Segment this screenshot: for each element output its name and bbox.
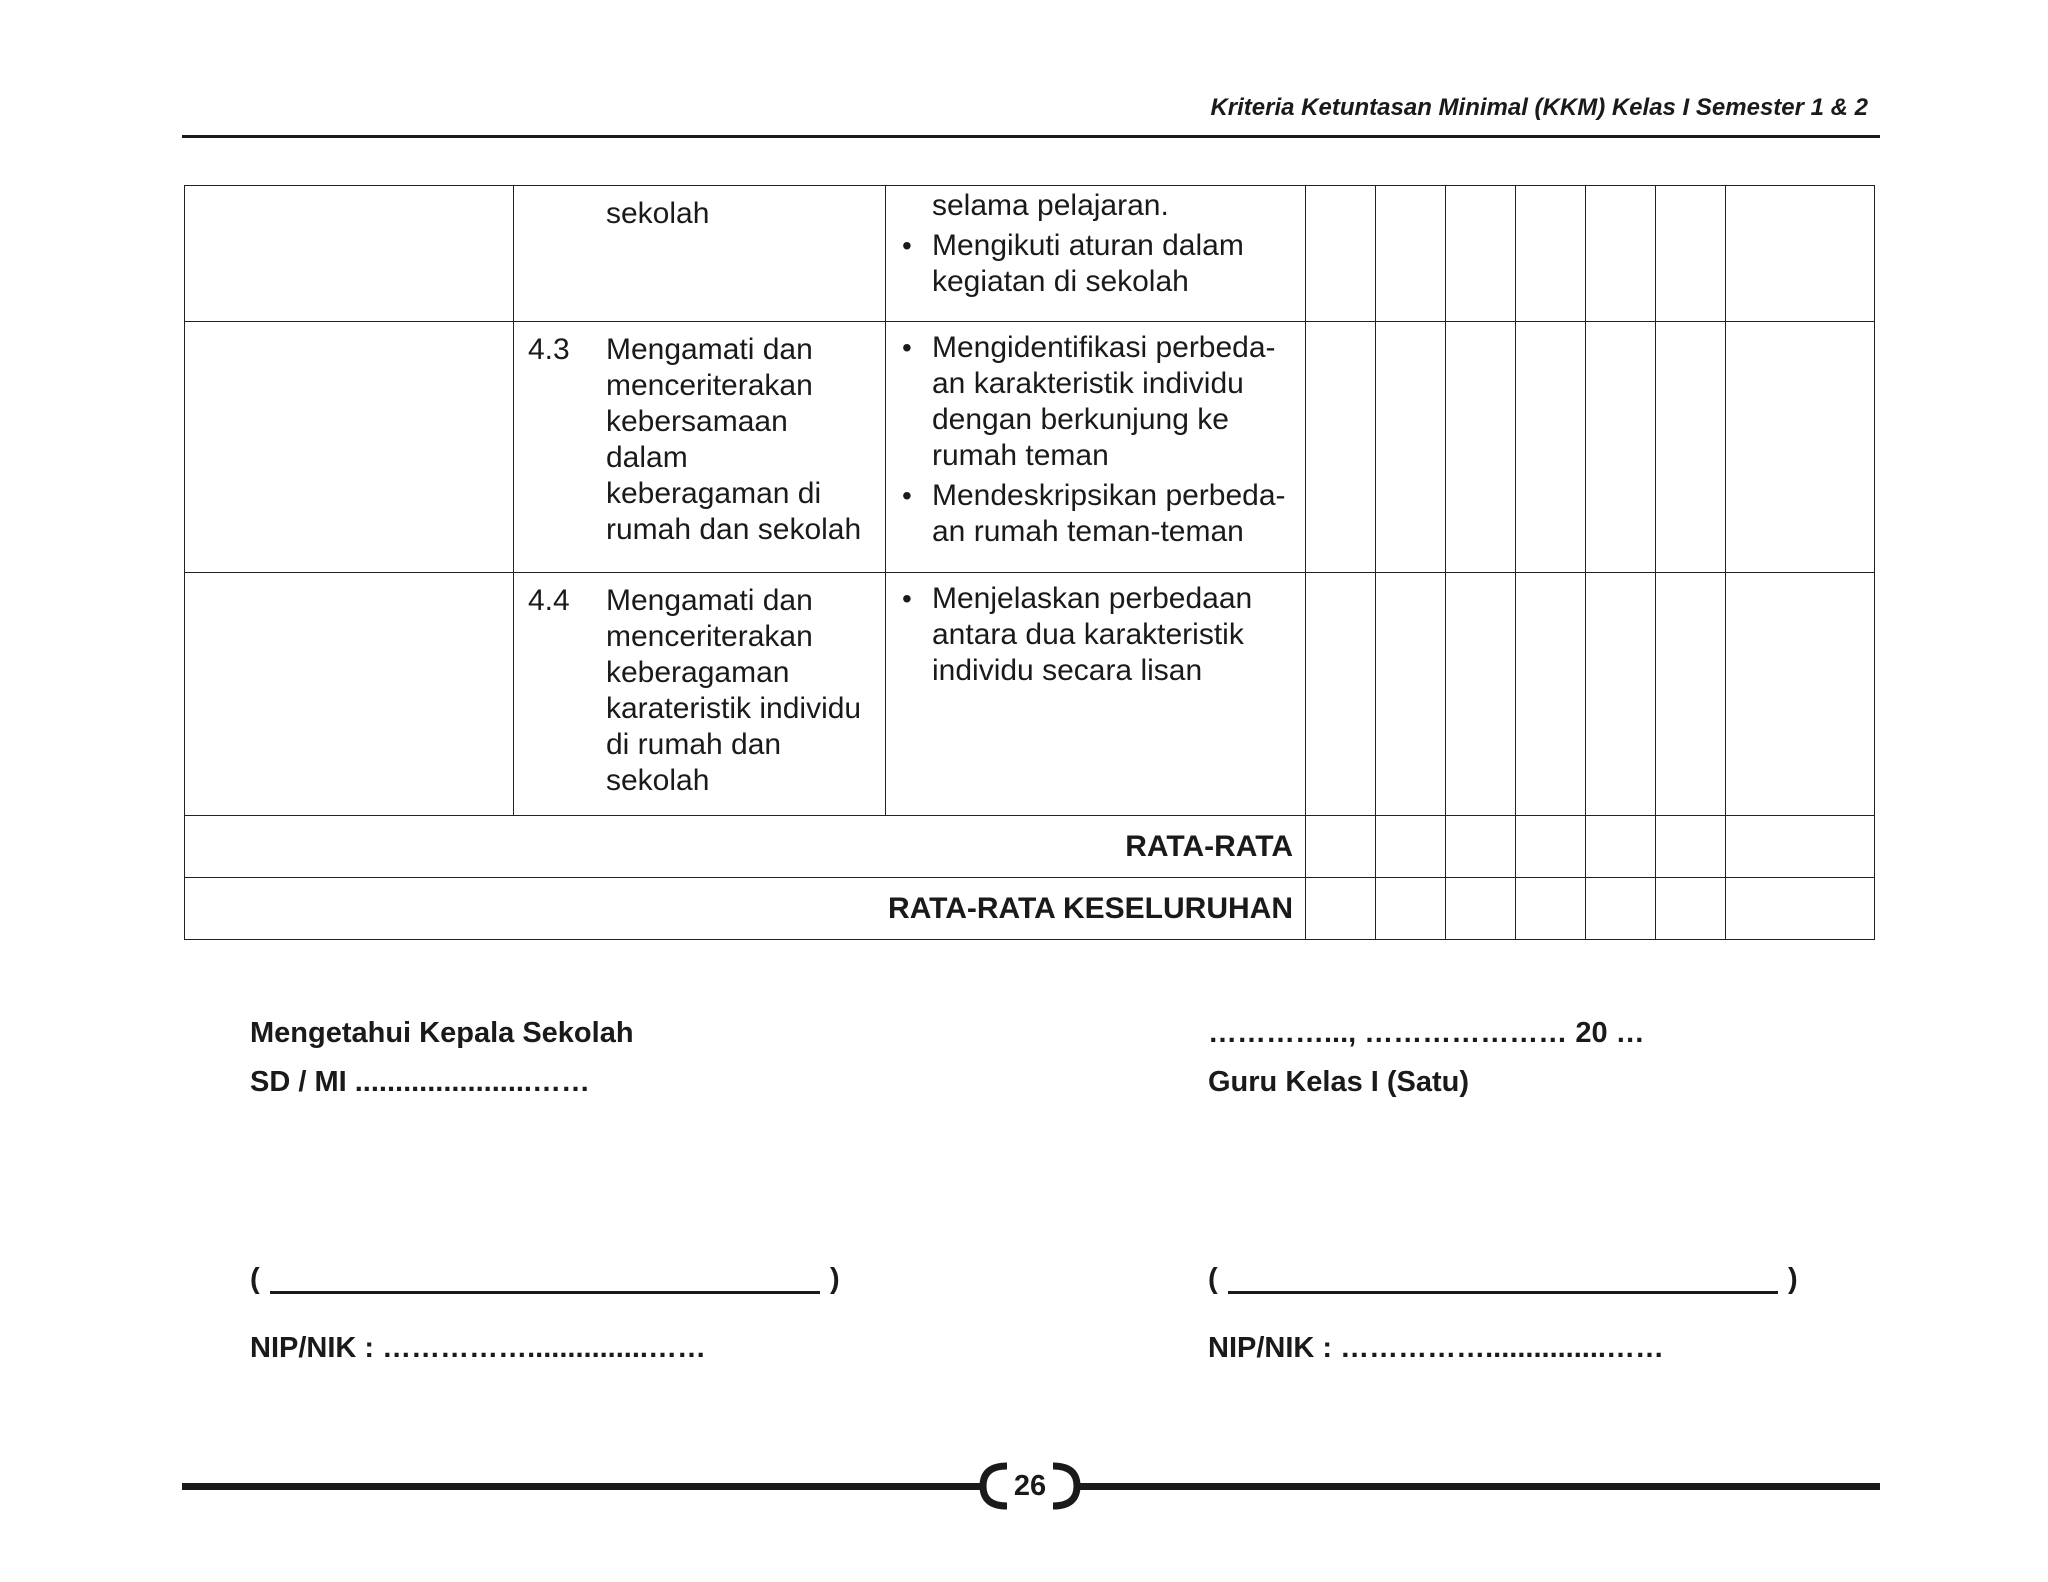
kd-group-cell (185, 186, 514, 322)
score-cell (1376, 573, 1446, 816)
indicator-item: selama pelajaran. (932, 189, 1169, 222)
score-cell (1586, 186, 1656, 322)
kd-text: Mengamati dan menceriterakan kebersamaan dalam keberagaman di rumah dan sekolah (606, 333, 862, 546)
school-name-field: SD / MI ......................…… (250, 1066, 590, 1098)
score-cell (1726, 322, 1875, 573)
principal-acknowledgement: Mengetahui Kepala Sekolah (250, 1017, 634, 1049)
kd-number: 4.4 (528, 584, 570, 617)
kd-group-cell (185, 322, 514, 573)
score-cell (1376, 816, 1446, 878)
score-cell (1306, 816, 1376, 878)
score-cell (1516, 573, 1586, 816)
kd-text: sekolah (606, 197, 710, 230)
score-cell (1516, 186, 1586, 322)
score-cell (1446, 186, 1516, 322)
score-cell (1446, 816, 1516, 878)
score-cell (1376, 186, 1446, 322)
score-cell (1726, 878, 1875, 940)
footer-rule-left (182, 1483, 982, 1490)
average-label: RATA-RATA (185, 816, 1306, 878)
score-cell (1656, 878, 1726, 940)
score-cell (1516, 322, 1586, 573)
indicator-item: • Mendeskripsikan perbeda-an rumah teman-teman (898, 478, 1299, 550)
kd-cell (514, 186, 886, 322)
indicator-item: • Mengidentifikasi perbeda-an karakteristik individu dengan berkunjung ke rumah teman (898, 330, 1299, 474)
table-row (185, 186, 1875, 322)
score-cell (1376, 878, 1446, 940)
score-cell (1656, 322, 1726, 573)
table-row (185, 573, 1875, 816)
indicator-item: • Menjelaskan perbedaan antara dua karakteristik individu secara lisan (898, 581, 1299, 689)
principal-open-paren: ( (250, 1263, 260, 1295)
score-cell (1306, 186, 1376, 322)
teacher-close-paren: ) (1788, 1263, 1798, 1295)
kd-number: 4.3 (528, 333, 570, 366)
overall-average-label: RATA-RATA KESELURUHAN (185, 878, 1306, 940)
table-row (185, 322, 1875, 573)
header-title: Kriteria Ketuntasan Minimal (KKM) Kelas I Semester 1 & 2 (1210, 94, 1868, 121)
teacher-signature-line (1228, 1291, 1778, 1294)
score-cell (1586, 573, 1656, 816)
teacher-open-paren: ( (1208, 1263, 1218, 1295)
score-cell (1516, 878, 1586, 940)
kd-cell (514, 573, 886, 816)
score-cell (1656, 573, 1726, 816)
indicator-item: • Mengikuti aturan dalam kegiatan di sekolah (898, 228, 1299, 300)
kkm-table (184, 185, 1875, 940)
overall-average-row (185, 878, 1875, 940)
score-cell (1726, 816, 1875, 878)
principal-close-paren: ) (830, 1263, 840, 1295)
score-cell (1726, 573, 1875, 816)
teacher-nip: NIP/NIK : ……………...............…… (1208, 1332, 1664, 1364)
date-place-field: …………..., ………………… 20 … (1208, 1017, 1645, 1049)
kd-cell (514, 322, 886, 573)
class-teacher-title: Guru Kelas I (Satu) (1208, 1066, 1470, 1098)
score-cell (1446, 322, 1516, 573)
score-cell (1586, 816, 1656, 878)
score-cell (1306, 322, 1376, 573)
score-cell (1586, 878, 1656, 940)
principal-signature-line (270, 1291, 820, 1294)
score-cell (1446, 573, 1516, 816)
page-number: 26 (1013, 1470, 1047, 1502)
indicator-cell (886, 322, 1306, 573)
footer-rule-right (1078, 1483, 1880, 1490)
indicator-cell (886, 186, 1306, 322)
score-cell (1586, 322, 1656, 573)
score-cell (1516, 816, 1586, 878)
principal-nip: NIP/NIK : ……………...............…… (250, 1332, 706, 1364)
score-cell (1376, 322, 1446, 573)
score-cell (1726, 186, 1875, 322)
header-rule (182, 135, 1880, 138)
indicator-cell (886, 573, 1306, 816)
average-row (185, 816, 1875, 878)
score-cell (1306, 878, 1376, 940)
score-cell (1656, 186, 1726, 322)
score-cell (1306, 573, 1376, 816)
kd-text: Mengamati dan menceriterakan keberagaman karateristik individu di rumah dan sekolah (606, 584, 862, 797)
score-cell (1656, 816, 1726, 878)
kd-group-cell (185, 573, 514, 816)
score-cell (1446, 878, 1516, 940)
